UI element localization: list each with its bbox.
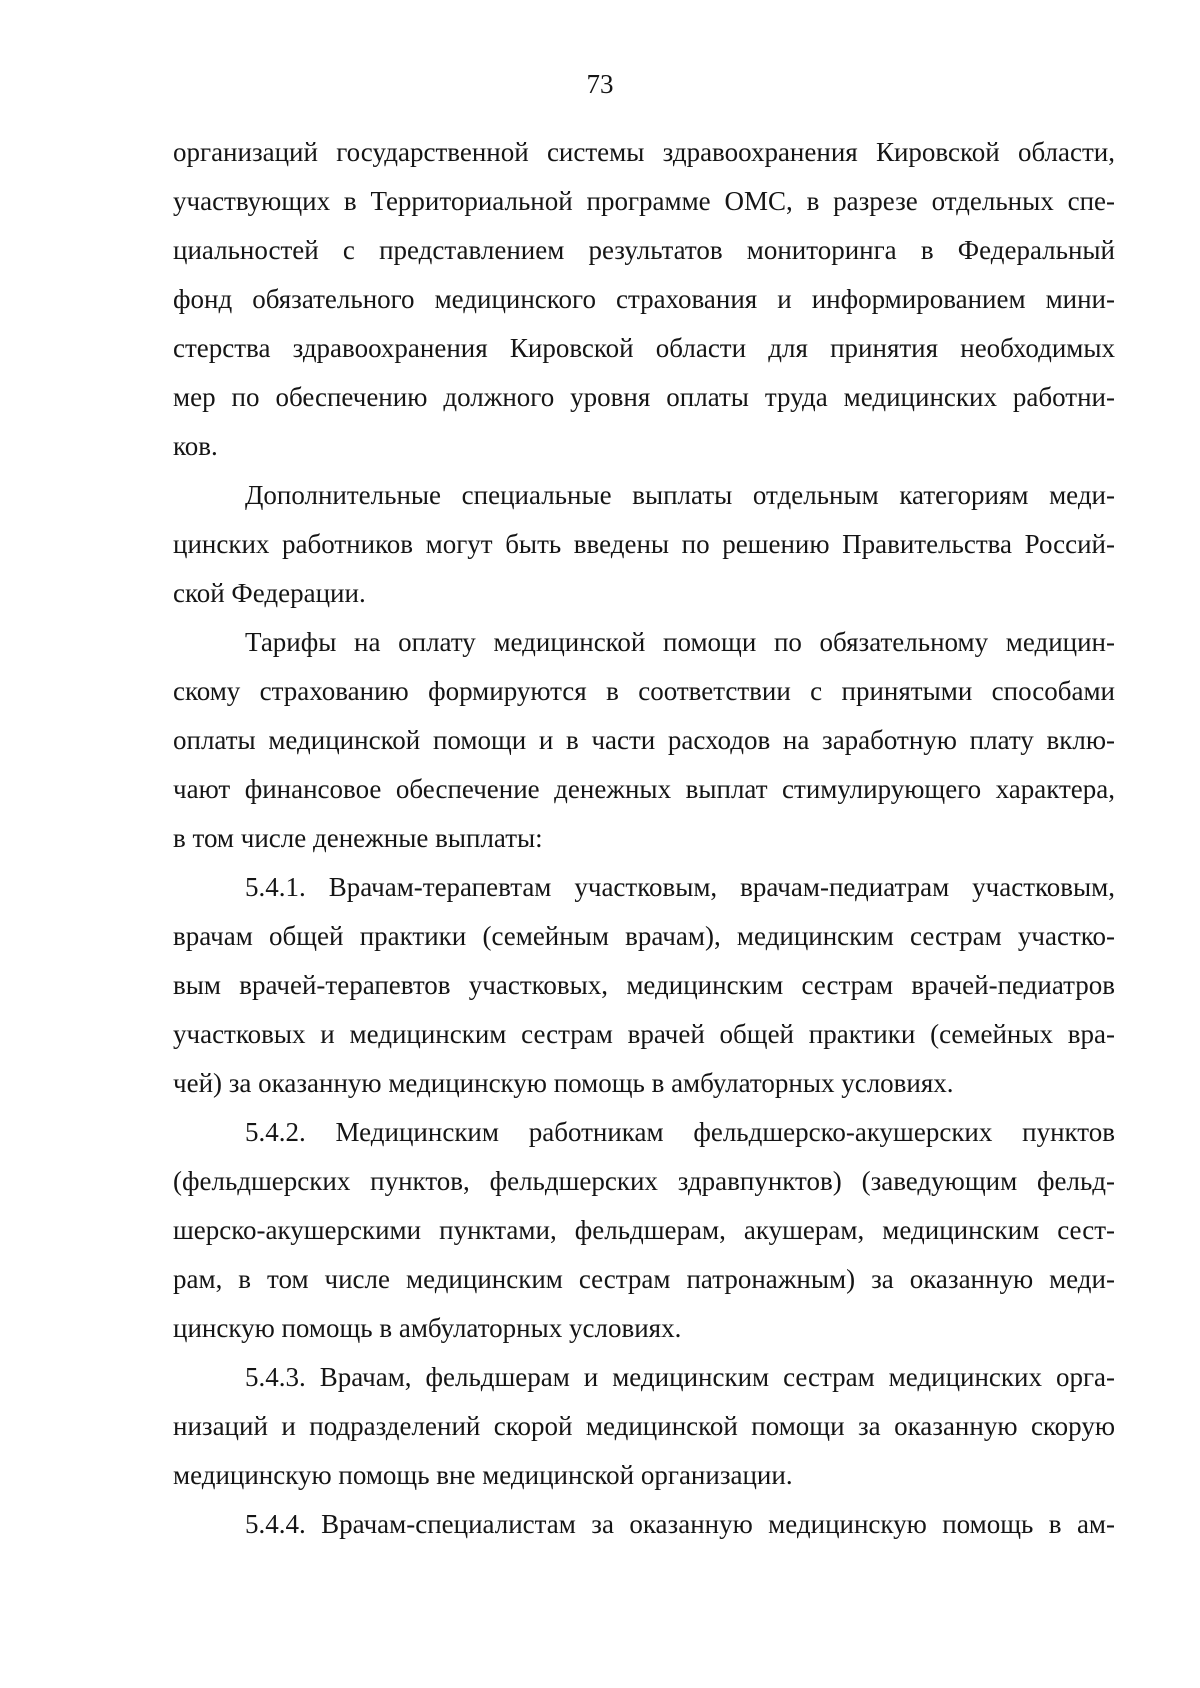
text-line: ской Федерации.	[173, 578, 366, 608]
text-line: (фельдшерских пунктов, фельдшерских здравпунктов) (заведующим фельд-	[173, 1166, 1115, 1196]
text-line: фонд обязательного медицинского страхования и информированием мини-	[173, 284, 1115, 314]
text-line: 5.4.4. Врачам-специалистам за оказанную медицинскую помощь в ам-	[245, 1509, 1115, 1539]
text-line: 5.4.3. Врачам, фельдшерам и медицинским сестрам медицинских орга-	[245, 1362, 1115, 1392]
text-line: Тарифы на оплату медицинской помощи по обязательному медицин-	[245, 627, 1115, 657]
page-number: 73	[586, 69, 614, 99]
text-line: участковых и медицинским сестрам врачей общей практики (семейных вра-	[173, 1019, 1115, 1049]
text-line: цинскую помощь в амбулаторных условиях.	[173, 1313, 682, 1343]
paragraph-monitoring-continuation	[173, 128, 1115, 471]
body-text	[173, 128, 1115, 1549]
text-line: чей) за оказанную медицинскую помощь в амбулаторных условиях.	[173, 1068, 954, 1098]
text-line: Дополнительные специальные выплаты отдельным категориям меди-	[245, 480, 1115, 510]
paragraph-additional-payments	[173, 471, 1115, 618]
text-line: рам, в том числе медицинским сестрам патронажным) за оказанную меди-	[173, 1264, 1115, 1294]
text-line: стерства здравоохранения Кировской области для принятия необходимых	[173, 333, 1115, 363]
text-line: ков.	[173, 431, 218, 461]
text-line: медицинскую помощь вне медицинской организации.	[173, 1460, 793, 1490]
text-line: 5.4.1. Врачам-терапевтам участковым, врачам-педиатрам участковым,	[245, 872, 1115, 902]
text-line: цинских работников могут быть введены по решению Правительства Россий-	[173, 529, 1115, 559]
text-line: в том числе денежные выплаты:	[173, 823, 543, 853]
text-line: низаций и подразделений скорой медицинской помощи за оказанную скорую	[173, 1411, 1115, 1441]
clause-5-4-3	[173, 1353, 1115, 1500]
text-line: мер по обеспечению должного уровня оплаты труда медицинских работни-	[173, 382, 1115, 412]
clause-5-4-1	[173, 863, 1115, 1108]
text-line: организаций государственной системы здравоохранения Кировской области,	[173, 137, 1115, 167]
text-line: чают финансовое обеспечение денежных выплат стимулирующего характера,	[173, 774, 1115, 804]
text-line: оплаты медицинской помощи и в части расходов на заработную плату вклю-	[173, 725, 1115, 755]
text-line: скому страхованию формируются в соответствии с принятыми способами	[173, 676, 1115, 706]
text-line: циальностей с представлением результатов мониторинга в Федеральный	[173, 235, 1115, 265]
text-line: 5.4.2. Медицинским работникам фельдшерско-акушерских пунктов	[245, 1117, 1115, 1147]
text-line: участвующих в Территориальной программе ОМС, в разрезе отдельных спе-	[173, 186, 1115, 216]
clause-5-4-4	[173, 1500, 1115, 1549]
paragraph-tariffs	[173, 618, 1115, 863]
text-line: шерско-акушерскими пунктами, фельдшерам, акушерам, медицинским сест-	[173, 1215, 1115, 1245]
text-line: вым врачей-терапевтов участковых, медицинским сестрам врачей-педиатров	[173, 970, 1115, 1000]
text-line: врачам общей практики (семейным врачам), медицинским сестрам участко-	[173, 921, 1115, 951]
clause-5-4-2	[173, 1108, 1115, 1353]
